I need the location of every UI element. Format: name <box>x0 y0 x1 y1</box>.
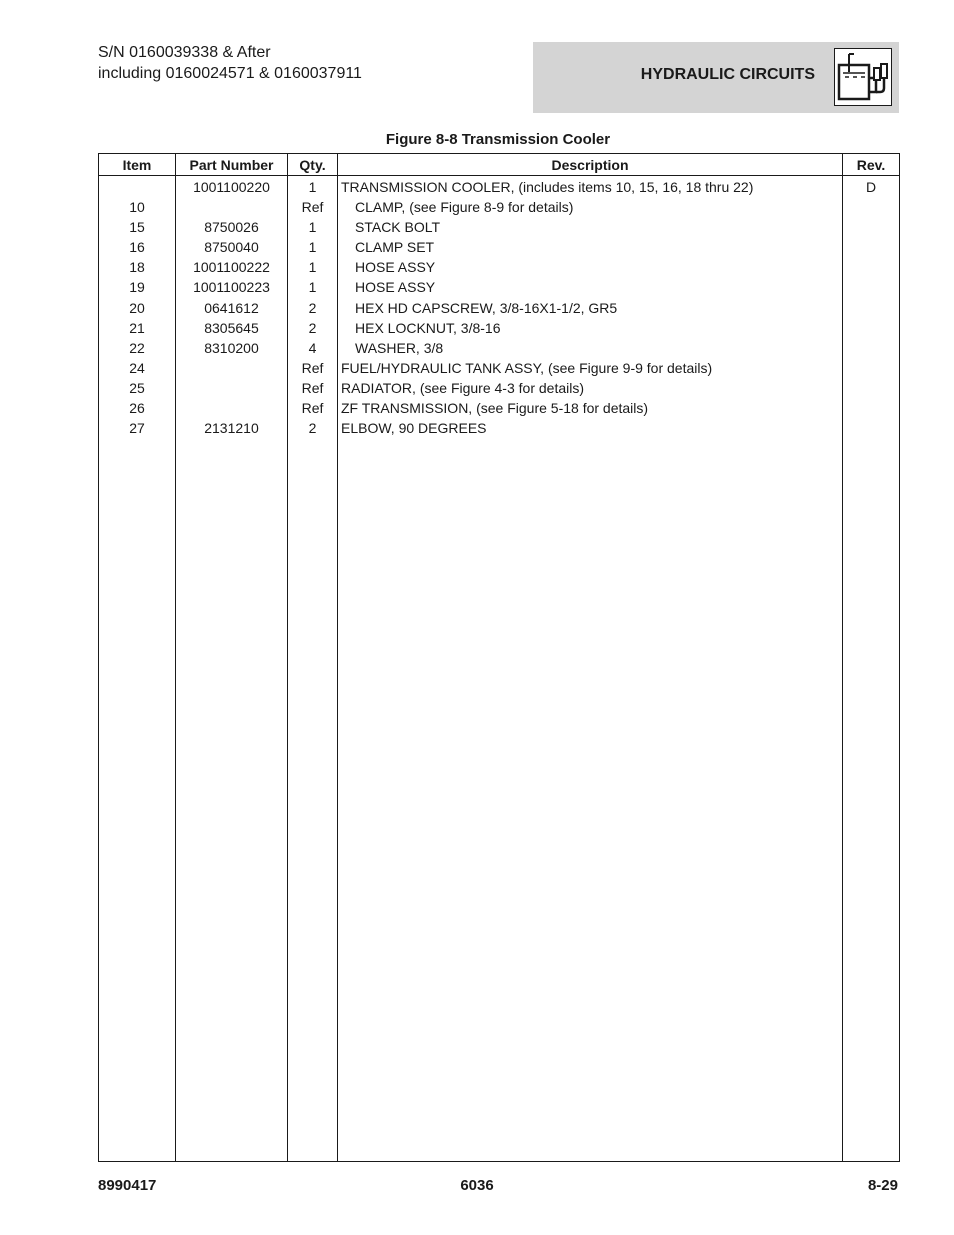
description-cell: STACK BOLT <box>355 219 441 236</box>
description-column <box>338 176 843 1162</box>
item-cell: 24 <box>129 359 145 376</box>
description-cell: WASHER, 3/8 <box>355 339 444 356</box>
table-header-row <box>99 154 900 176</box>
item-cell <box>99 177 175 197</box>
footer-document-number: 8990417 <box>98 1177 157 1194</box>
column-header-part-number: Part Number <box>176 154 288 176</box>
description-cell: RADIATOR, (see Figure 4-3 for details) <box>341 379 585 396</box>
part-number-column <box>176 176 288 1162</box>
qty-cell: Ref <box>301 359 324 376</box>
item-column <box>99 176 176 1162</box>
description-cell: ZF TRANSMISSION, (see Figure 5-18 for details) <box>341 400 649 417</box>
qty-cell: 2 <box>308 319 317 336</box>
serial-line-2: including 0160024571 & 0160037911 <box>98 65 362 82</box>
item-cell: 18 <box>129 259 145 276</box>
qty-cell: 2 <box>308 420 317 437</box>
section-header-box <box>533 42 899 113</box>
item-cell: 27 <box>129 420 145 437</box>
item-cell: 19 <box>129 279 145 296</box>
item-cell: 15 <box>129 219 145 236</box>
description-cell: HEX LOCKNUT, 3/8-16 <box>355 319 501 336</box>
rev-cell: D <box>865 179 877 195</box>
column-header-item: Item <box>99 154 176 176</box>
part-number-cell: 1001100223 <box>193 279 270 296</box>
part-number-cell: 8305645 <box>204 319 259 336</box>
footer-center-code: 6036 <box>460 1177 494 1194</box>
part-number-cell <box>176 398 287 418</box>
figure-title: Figure 8-8 Transmission Cooler <box>385 131 611 148</box>
column-header-rev: Rev. <box>843 154 900 176</box>
qty-cell: 4 <box>308 339 317 356</box>
qty-cell: 1 <box>308 219 317 236</box>
qty-cell: 1 <box>308 279 317 296</box>
item-cell: 22 <box>129 339 145 356</box>
footer-page-number: 8-29 <box>867 1177 898 1194</box>
serial-number-block <box>98 42 362 84</box>
qty-cell: 1 <box>308 179 317 195</box>
description-cell: HOSE ASSY <box>355 259 436 276</box>
table-body <box>99 176 900 1162</box>
qty-cell: 1 <box>308 239 317 256</box>
description-cell: FUEL/HYDRAULIC TANK ASSY, (see Figure 9-9 for details) <box>341 359 713 376</box>
qty-cell: Ref <box>301 379 324 396</box>
column-header-qty: Qty. <box>288 154 338 176</box>
part-number-cell: 8750026 <box>204 219 259 236</box>
serial-line-1: S/N 0160039338 & After <box>98 44 271 61</box>
part-number-cell: 8750040 <box>204 239 259 256</box>
description-cell: ELBOW, 90 DEGREES <box>341 420 487 437</box>
parts-list-table <box>98 153 900 1162</box>
description-cell: CLAMP, (see Figure 8-9 for details) <box>355 199 574 216</box>
qty-cell: 2 <box>308 299 317 316</box>
section-title: HYDRAULIC CIRCUITS <box>640 66 815 83</box>
column-header-description: Description <box>338 154 843 176</box>
qty-cell: 1 <box>308 259 317 276</box>
hydraulic-tank-icon <box>834 48 892 106</box>
description-cell: HOSE ASSY <box>355 279 436 296</box>
part-number-cell <box>176 358 287 378</box>
part-number-cell: 1001100220 <box>193 179 270 195</box>
item-cell: 16 <box>129 239 145 256</box>
qty-cell: Ref <box>301 400 324 417</box>
part-number-cell: 0641612 <box>204 299 259 316</box>
description-cell: TRANSMISSION COOLER, (includes items 10, 15, 16, 18 thru 22) <box>341 179 754 195</box>
part-number-cell: 8310200 <box>204 339 259 356</box>
part-number-cell <box>176 197 287 217</box>
description-cell: HEX HD CAPSCREW, 3/8-16X1-1/2, GR5 <box>355 299 618 316</box>
part-number-cell: 1001100222 <box>193 259 270 276</box>
part-number-cell <box>176 378 287 398</box>
qty-cell: Ref <box>301 199 324 216</box>
item-cell: 10 <box>129 199 145 216</box>
item-cell: 25 <box>129 379 145 396</box>
rev-column <box>843 176 900 1162</box>
item-cell: 26 <box>129 400 145 417</box>
qty-column <box>288 176 338 1162</box>
description-cell: CLAMP SET <box>355 239 435 256</box>
item-cell: 21 <box>129 319 145 336</box>
item-cell: 20 <box>129 299 145 316</box>
part-number-cell: 2131210 <box>204 420 259 437</box>
